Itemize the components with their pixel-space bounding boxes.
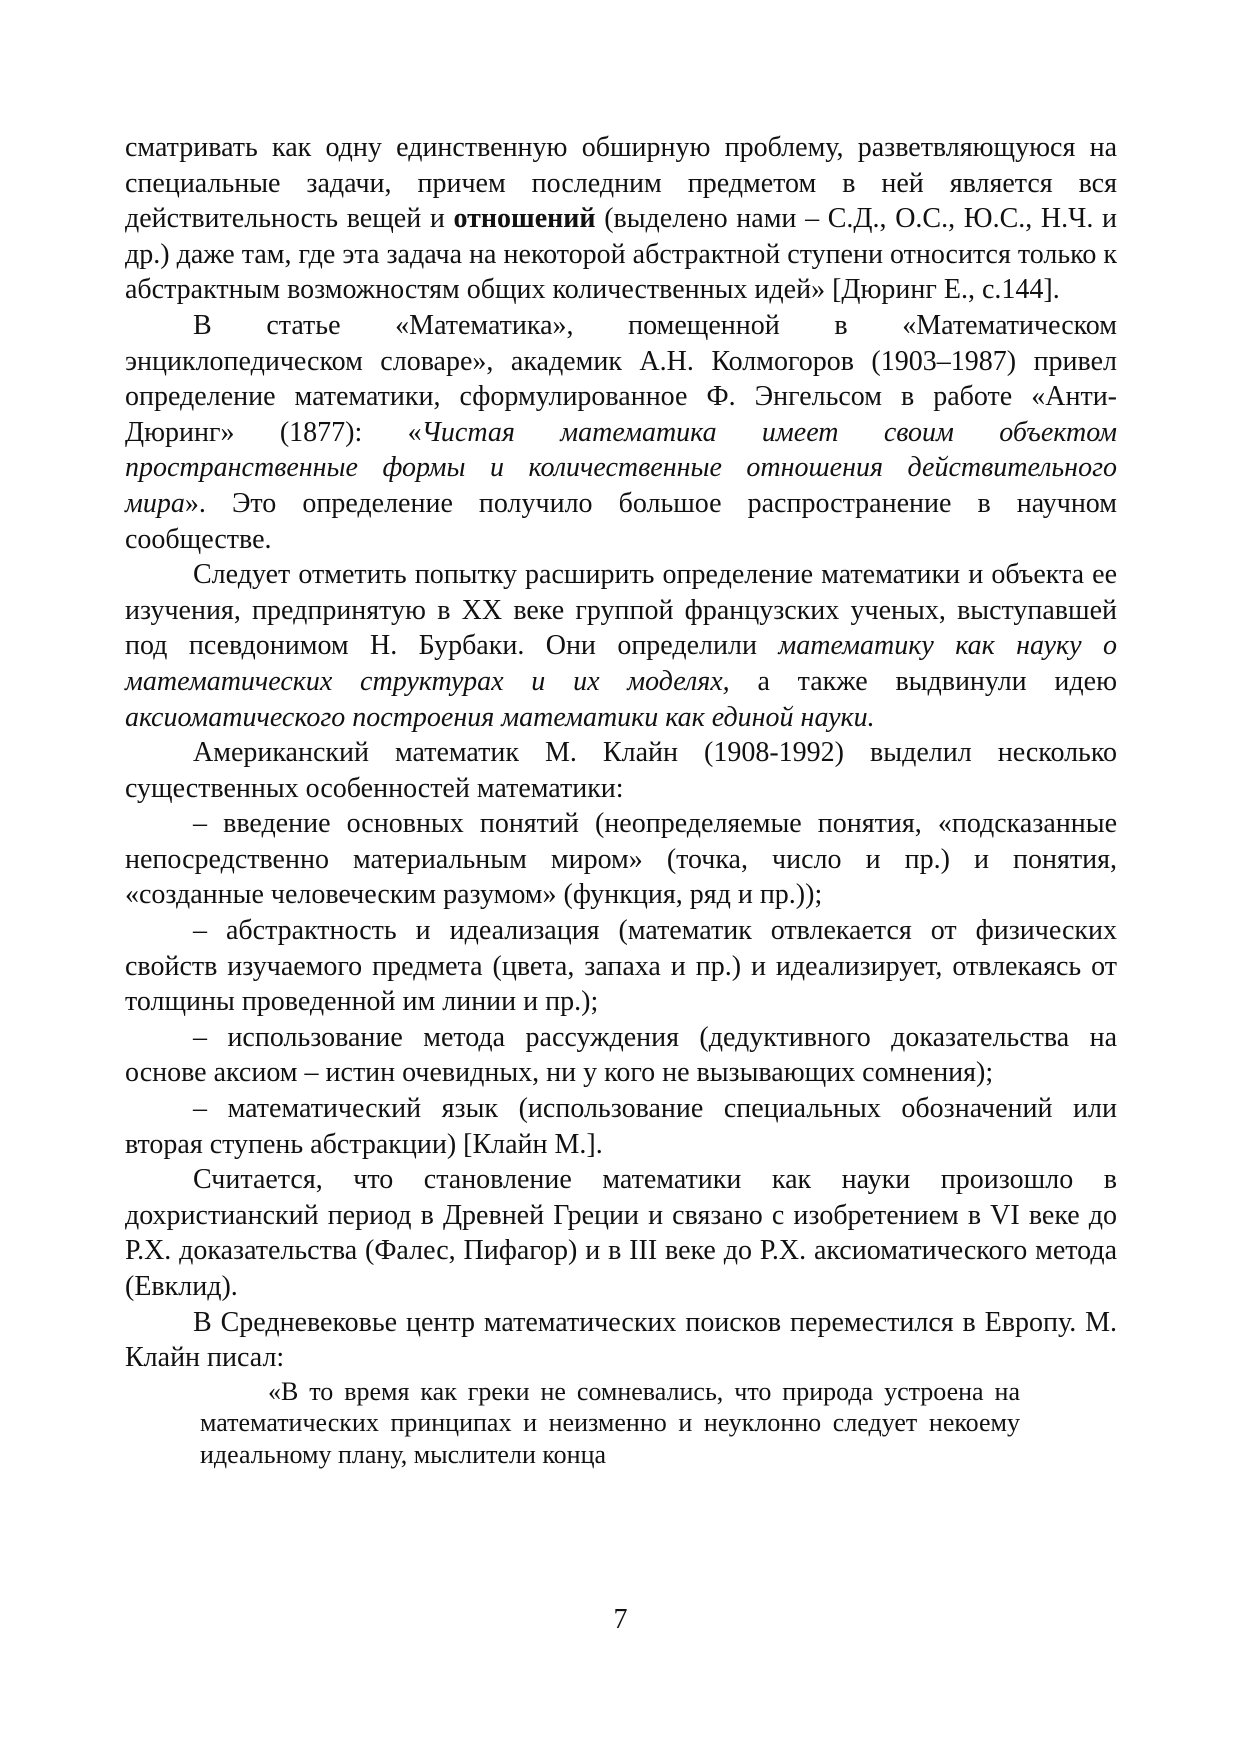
text-run: – использование метода рассуждения (дедуктивного доказательства на основе аксиом – истин очевидных, ни у кого не вызывающих сомнения); — [125, 1021, 1117, 1089]
text-run: – введение основных понятий (неопределяемые понятия, «подсказанные непосредственно материальным миром» (точка, число и пр.) и понятия, «созданные человеческим разумом» (функция, ряд и пр.)); — [125, 808, 1117, 911]
block-quote: «В то время как греки не сомневались, что природа устроена на математических принципах и неизменно и неуклонно следует некоему идеальному плану, мыслители конца — [200, 1376, 1020, 1469]
list-item — [125, 913, 1117, 1020]
text-run: сматривать как одну единственную обширную проблему, разветвляющуюся на специальные задачи, причем последним предметом в ней является вся действительность вещей и — [125, 132, 1117, 235]
body-text — [125, 130, 1117, 1470]
page-number: 7 — [613, 1604, 628, 1635]
text-run: – математический язык (использование специальных обозначений или вторая ступень абстракции) [Клайн М.]. — [125, 1093, 1117, 1160]
text-run: а также выдвинули идею — [729, 665, 1118, 697]
bold-text-run: отношений — [453, 203, 596, 235]
italic-text-run: аксиоматического построения математики как единой науки. — [125, 701, 875, 733]
text-run: В статье «Математика», помещенной в «Математическом энциклопедическом словаре», академик А.Н. Колмогоров (1903–1987) привел определение математики, сформулированное Ф. Энгельсом в работе «Анти-Дюринг» (1877): « — [125, 309, 1117, 448]
paragraph — [125, 308, 1117, 557]
list-item — [125, 806, 1117, 913]
list-item — [125, 1020, 1117, 1091]
text-run: В Средневековье центр математических поисков переместился в Европу. М. Клайн писал: — [125, 1306, 1117, 1374]
paragraph — [125, 557, 1117, 735]
text-run: Американский математик М. Клайн (1908-1992) выделил несколько существенных особенностей математики: — [125, 737, 1117, 804]
text-run: ». Это определение получило большое распространение в научном сообществе. — [125, 487, 1117, 555]
list-item — [125, 1091, 1117, 1162]
paragraph — [125, 1162, 1117, 1304]
italic-text-run: Чистая математика имеет своим объектом пространственные формы и количественные отношения действительного мира — [125, 416, 1117, 519]
paragraph — [125, 130, 1117, 308]
text-run: – абстрактность и идеализация (математик отвлекается от физических свойств изучаемого предмета (цвета, запаха и пр.) и идеализирует, отвлекаясь от толщины проведенной им линии и пр.); — [125, 915, 1117, 1018]
paragraph — [125, 1305, 1117, 1376]
text-run: Следует отметить попытку расширить определение математики и объекта ее изучения, предпринятую в XX веке группой французских ученых, выступавшей под псевдонимом Н. Бурбаки. Они определили — [125, 559, 1117, 662]
text-run: (выделено нами – С.Д., О.С., Ю.С., Н.Ч. и др.) даже там, где эта задача на некоторой абстрактной ступени относится только к абстрактным возможностям общих количественных идей» [Дюринг Е., с.144]. — [125, 203, 1117, 306]
paragraph — [125, 735, 1117, 806]
italic-text-run: математику как науку о математических структурах и их моделях, — [125, 630, 1117, 697]
text-run: Считается, что становление математики как науки произошло в дохристианский период в Древней Греции и связано с изобретением в VI веке до Р.Х. доказательства (Фалес, Пифагор) и в III веке до Р.Х. аксиоматического метода (Евклид). — [125, 1164, 1117, 1302]
